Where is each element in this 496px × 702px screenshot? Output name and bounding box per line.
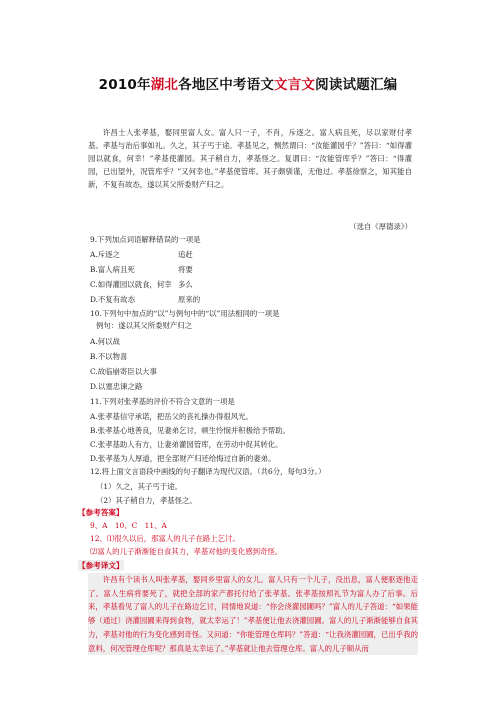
q10-option-c: C.故临崩寄臣以大事 xyxy=(90,367,157,376)
title-prefix: 2010年 xyxy=(98,77,151,93)
q10-option-d: D.以塞忠谏之路 xyxy=(90,382,143,391)
q9-option-d xyxy=(90,294,201,305)
answers-line-2: 12、⑴很久以后，那富人的儿子在路上乞讨。 xyxy=(90,534,240,543)
q9-option-label: A.斥逐之 xyxy=(90,250,120,259)
q10-example: 例句：遂以其父所委财产归之 xyxy=(96,321,193,330)
answers-line-1: 9、A 10、C 11、A xyxy=(90,521,167,530)
q9-option-label: D.不复有故态 xyxy=(90,295,135,304)
q11-stem: 11.下列对张孝基的评价不符合文意的一项是 xyxy=(90,397,235,406)
q9-option-label: B.富人病且死 xyxy=(90,265,135,274)
title-wenyan: 文言文 xyxy=(274,77,316,93)
q9-option-b xyxy=(90,264,193,275)
passage-source: （选自《厚德录》） xyxy=(349,222,412,231)
translation-header: 【参考译文】 xyxy=(78,561,124,570)
translation-text: 许昌有个读书人叫张孝基，娶同乡里富人的女儿。富人只有一个儿子，没出息，富人便驱逐他走了。富人生病将要死了，就把全部的家产都托付给了张孝基。张孝基按照礼节为富人办了后事。后来，孝基看见了富人的儿子在路边乞讨，同情地说道：“你会浇灌园圃吗？”富人的儿子答道：“如果能够（通过）浇灌园圃来得到食物，就太幸运了！”孝基便让他去浇灌园圃。富人的儿子渐渐能够自食其力，孝基对他的行为变化感到奇怪。又问道：“你能管理仓库吗？”答道：“让我浇灌园圃，已出乎我的意料，何况管理仓库呢？那真是太幸运了。”孝基就让他去管理仓库。富人的儿子顺从而 xyxy=(88,573,418,655)
q9-option-meaning: 将要 xyxy=(178,265,193,274)
document-title xyxy=(0,73,496,93)
title-mid: 各地区中考语文 xyxy=(178,77,275,93)
q10-stem: 10.下列句中加点的“以”与例句中的“以”用法相同的一项是 xyxy=(90,309,280,318)
title-hubei: 湖北 xyxy=(150,77,179,93)
q9-option-a xyxy=(90,249,193,260)
q11-option-c: C.张孝基助人有方，让妻弟灌园管库，在劳动中促其转化。 xyxy=(90,440,283,449)
q12-stem: 12.将上面文言语段中画线的句子翻译为现代汉语。（共6分，每句3分。） xyxy=(90,467,326,476)
q9-option-c xyxy=(90,279,193,290)
q10-option-a: A.何以战 xyxy=(90,337,120,346)
answers-line-3: ⑵富人的儿子渐渐能自食其力，孝基对他的变化感到奇怪。 xyxy=(90,547,283,556)
q11-option-d: D.张孝基为人厚道，把全部财产归还给悔过自新的妻弟。 xyxy=(90,454,276,463)
q9-stem: 9.下列加点词语解释错误的一项是 xyxy=(90,235,201,244)
q9-option-meaning: 原来的 xyxy=(178,295,201,304)
q12-item-1: （1）久之，其子丐于途。 xyxy=(96,482,183,491)
q12-item-2: （2）其子稍自力，孝基怪之。 xyxy=(96,496,197,505)
q9-option-label: C.如得灌园以就食，何幸 xyxy=(90,280,172,289)
q10-option-b: B.不以物喜 xyxy=(90,352,128,361)
q9-option-meaning: 多么 xyxy=(178,280,193,289)
title-suffix: 阅读试题汇编 xyxy=(315,77,398,93)
q11-option-a: A.张孝基信守承诺，把岳父的丧礼操办得很风光。 xyxy=(90,412,253,421)
passage-text: 许昌士人张孝基，娶同里富人女。富人只一子，不肖，斥逐之。富人病且死，尽以家财付孝基。孝基与治后事如礼。久之，其子丐于途。孝基见之，恻然谓曰：“汝能灌园乎？”答曰：“如得灌园以就食，何幸！”孝基使灌园。其子稍自力，孝基怪之。复谓曰：“汝能管库乎？”答曰：“得灌园，已出望外，况管库乎？”又何幸也。”孝基使管库。其子颇驯谨，无他过。孝基徐察之，知其能自新，不复有故态，遂以其父所委财产归之。 xyxy=(88,128,412,189)
passage-block xyxy=(88,126,412,191)
q11-option-b: B.张孝基心地善良，见妻弟乞讨，顿生怜悯并积极给予帮助。 xyxy=(90,426,290,435)
q9-option-meaning: 追赶 xyxy=(178,250,193,259)
answers-header: 【参考答案】 xyxy=(78,508,124,517)
